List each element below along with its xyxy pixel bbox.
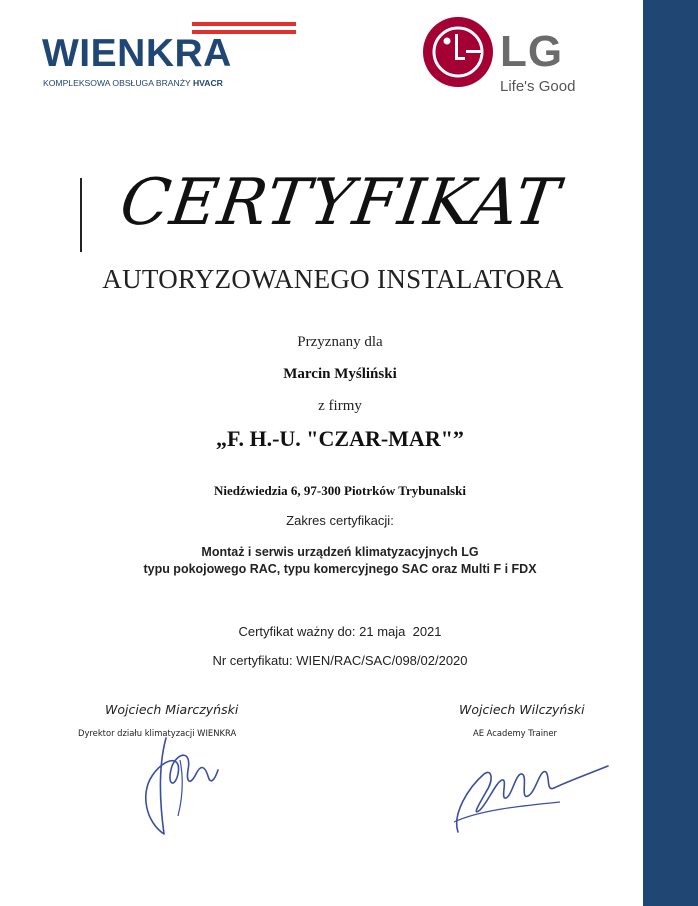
signatory-2-name: Wojciech Wilczyński <box>459 702 585 717</box>
signature-1-image <box>130 730 240 850</box>
wienkra-logo-tagline <box>43 78 223 88</box>
awarded-label: Przyznany dla <box>297 334 383 350</box>
signatory-1-role: Dyrektor działu klimatyzacji WIENKRA <box>78 728 237 738</box>
side-color-band <box>643 0 698 906</box>
lg-slogan: Life's Good <box>500 78 576 95</box>
scope-label: Zakres certyfikacji: <box>286 513 394 528</box>
certificate-title: CERTYFIKAT <box>115 166 565 240</box>
wienkra-logo <box>42 18 262 98</box>
recipient-name: Marcin Myśliński <box>283 366 397 382</box>
certificate-number: Nr certyfikatu: WIEN/RAC/SAC/098/02/2020 <box>212 653 468 668</box>
valid-until: Certyfikat ważny do: 21 maja 2021 <box>238 624 442 639</box>
lg-face-icon <box>420 14 496 90</box>
signatory-2-role: AE Academy Trainer <box>473 728 557 738</box>
wienkra-tagline-text: KOMPLEKSOWA OBSŁUGA BRANŻY <box>43 78 193 88</box>
certificate-subtitle: AUTORYZOWANEGO INSTALATORA <box>102 264 564 294</box>
scope-line-1: Montaż i serwis urządzeń klimatyzacyjnych LG <box>201 545 479 559</box>
lg-logo <box>420 14 620 104</box>
wienkra-tagline-bold: HVACR <box>192 78 223 88</box>
company-label: z firmy <box>318 398 362 414</box>
signatory-1-name: Wojciech Miarczyński <box>105 702 239 717</box>
wienkra-logo-bar <box>192 22 296 26</box>
company-name: „F. H.-U. "CZAR-MAR"” <box>216 426 464 451</box>
lg-logo-text: LG <box>500 27 564 76</box>
scope-line-2: typu pokojowego RAC, typu komercyjnego SAC oraz Multi F i FDX <box>143 562 537 576</box>
wienkra-logo-text: WIENKRA <box>42 32 232 75</box>
company-address: Niedźwiedzia 6, 97-300 Piotrków Trybunalski <box>214 483 466 498</box>
signature-2-image <box>450 752 625 842</box>
